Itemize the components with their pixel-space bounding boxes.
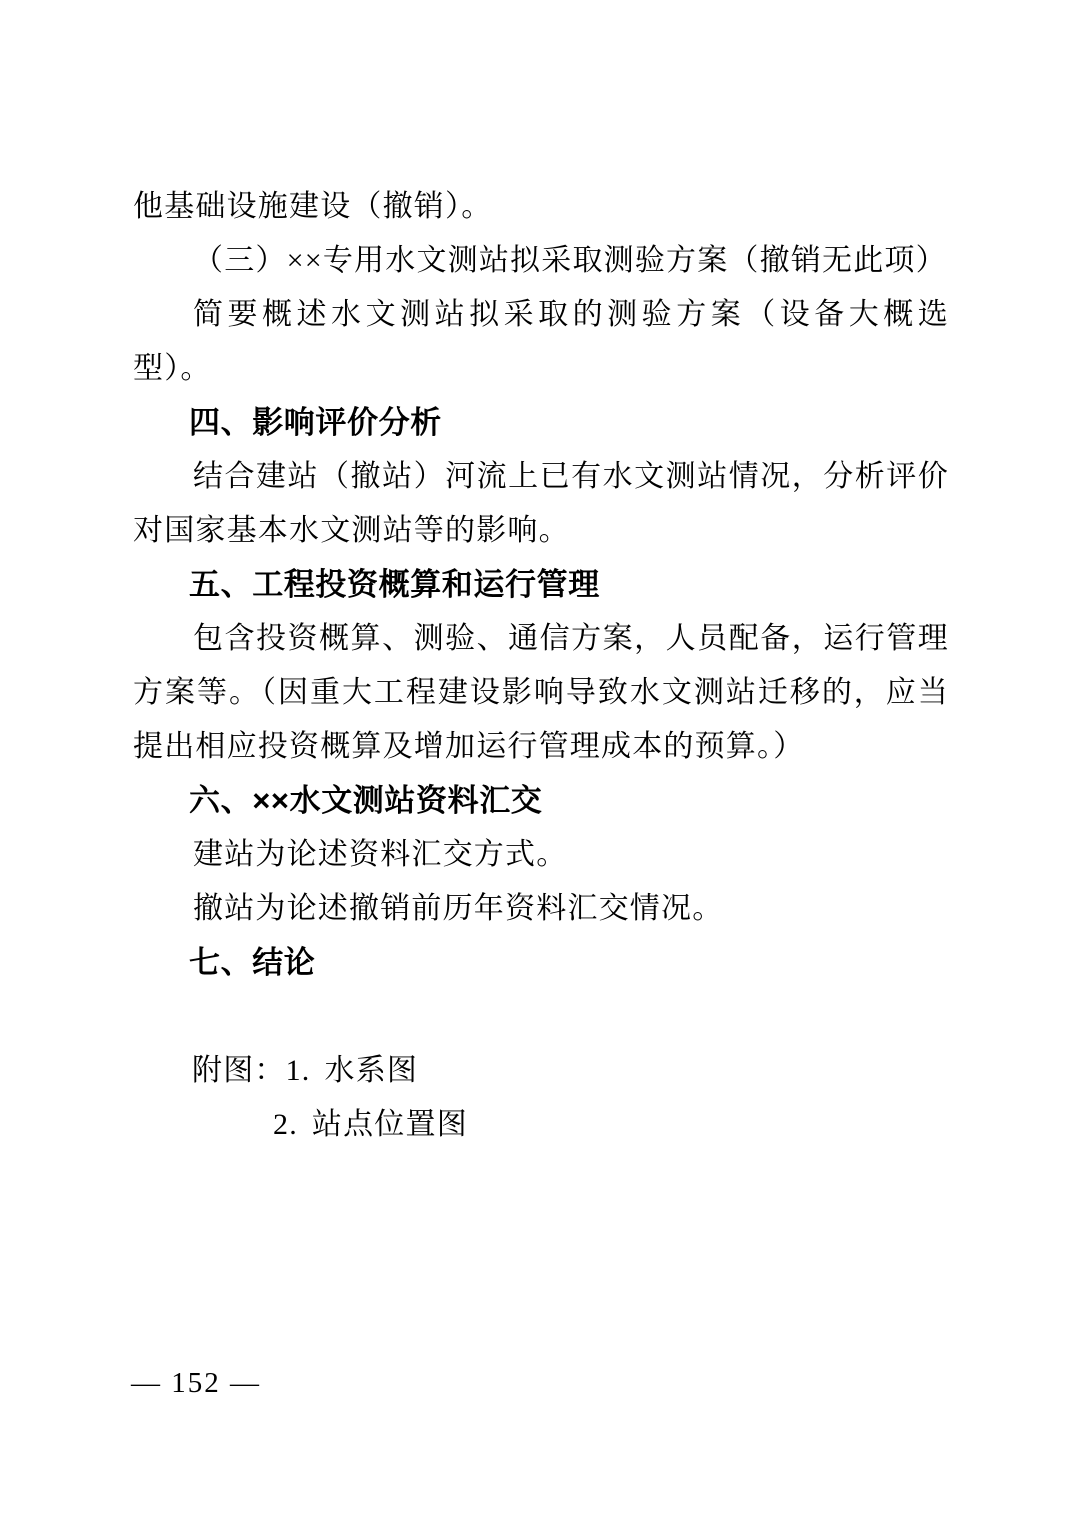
document-body (133, 180, 949, 1152)
section-heading-6: 六、××水文测站资料汇交 (189, 783, 543, 818)
page-number: — 152 — (131, 1367, 261, 1399)
attachment-list-line-1 (133, 1044, 949, 1098)
attachment-item-number: 2. (273, 1108, 298, 1141)
attachment-label: 附图： (192, 1054, 286, 1087)
body-paragraph: 包含投资概算、测验、通信方案，人员配备，运行管理方案等。（因重大工程建设影响导致水文测站迁移的，应当提出相应投资概算及增加运行管理成本的预算。） (133, 622, 949, 763)
attachment-item-title: 站点位置图 (311, 1108, 468, 1141)
body-paragraph: 建站为论述资料汇交方式。 (193, 838, 568, 871)
body-paragraph: 撤站为论述撤销前历年资料汇交情况。 (193, 892, 724, 925)
section-heading-7: 七、结论 (189, 945, 316, 980)
section-heading-4: 四、影响评价分析 (189, 405, 442, 440)
body-paragraph-continuation: 他基础设施建设（撤销）。 (133, 190, 493, 223)
section-heading-5: 五、工程投资概算和运行管理 (189, 567, 600, 602)
body-paragraph: 结合建站（撤站）河流上已有水文测站情况，分析评价对国家基本水文测站等的影响。 (133, 460, 949, 547)
attachment-item-number: 1. (285, 1054, 311, 1087)
body-paragraph: （三）××专用水文测站拟采取测验方案（撤销无此项） (193, 244, 947, 277)
attachment-list-line-2 (133, 1098, 949, 1152)
body-paragraph: 简要概述水文测站拟采取的测验方案（设备大概选型）。 (133, 298, 949, 385)
attachment-item-title: 水系图 (324, 1054, 419, 1087)
